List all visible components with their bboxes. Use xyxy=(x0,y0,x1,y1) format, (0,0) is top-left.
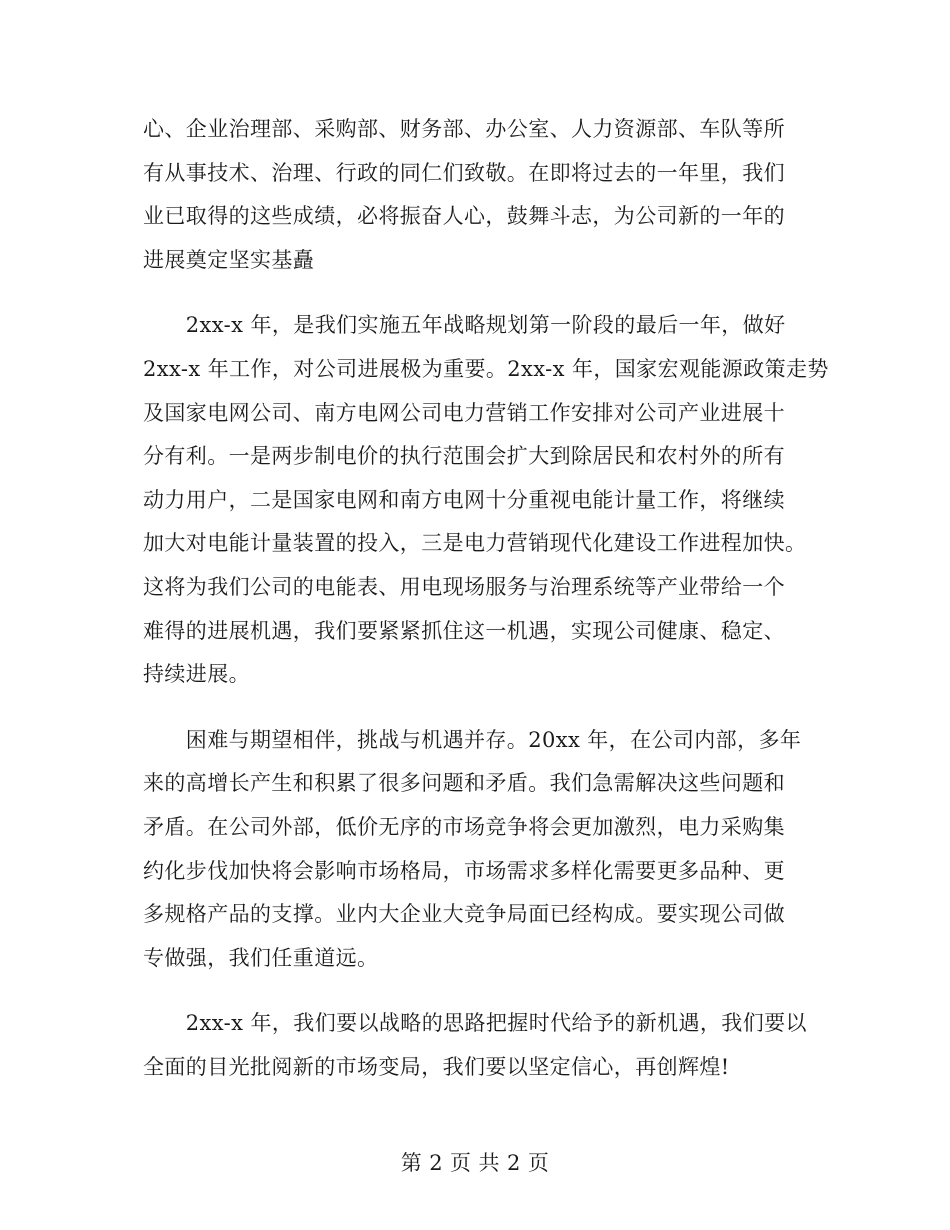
text-line: 这将为我们公司的电能表、用电现场服务与治理系统等产业带给一个 xyxy=(143,574,785,599)
text-line: 进展奠定坚实基矗 xyxy=(143,247,315,272)
text-line: 2xx-x 年，是我们实施五年战略规划第一阶段的最后一年，做好 xyxy=(143,313,786,338)
paragraph-1 xyxy=(143,108,815,282)
document-body xyxy=(143,108,829,1111)
text-line: 有从事技术、治理、行政的同仁们致敬。在即将过去的一年里，我们 xyxy=(143,160,785,185)
page-footer: 第 2 页 共 2 页 xyxy=(400,1151,550,1175)
paragraph-4 xyxy=(143,1002,815,1089)
text-line: 2xx-x 年工作，对公司进展极为重要。2xx-x 年，国家宏观能源政策走势 xyxy=(143,356,829,381)
text-line: 困难与期望相伴，挑战与机遇并存。20xx 年，在公司内部，多年 xyxy=(143,727,802,752)
text-line: 难得的进展机遇，我们要紧紧抓住这一机遇，实现公司健康、稳定、 xyxy=(143,618,785,643)
text-line: 分有利。一是两步制电价的执行范围会扩大到除居民和农村外的所有 xyxy=(143,444,785,469)
text-line: 多规格产品的支撑。业内大企业大竞争局面已经构成。要实现公司做 xyxy=(143,902,785,927)
paragraph-3 xyxy=(143,719,815,981)
text-line: 加大对电能计量装置的投入，三是电力营销现代化建设工作进程加快。 xyxy=(143,531,807,556)
text-line: 心、企业治理部、采购部、财务部、办公室、人力资源部、车队等所 xyxy=(143,117,785,141)
text-line: 约化步伐加快将会影响市场格局，市场需求多样化需要更多品种、更 xyxy=(143,858,785,883)
text-line: 专做强，我们任重道远。 xyxy=(143,945,379,970)
text-line: 持续进展。 xyxy=(143,662,250,687)
text-line: 矛盾。在公司外部，低价无序的市场竞争将会更加激烈，电力采购集 xyxy=(143,814,785,839)
text-line: 及国家电网公司、南方电网公司电力营销工作安排对公司产业进展十 xyxy=(143,400,785,425)
paragraph-2 xyxy=(143,304,829,696)
text-line: 动力用户，二是国家电网和南方电网十分重视电能计量工作，将继续 xyxy=(143,487,785,512)
text-line: 来的高增长产生和积累了很多问题和矛盾。我们急需解决这些问题和 xyxy=(143,771,785,796)
text-line: 业已取得的这些成绩，必将振奋人心，鼓舞斗志，为公司新的一年的 xyxy=(143,204,785,229)
text-line: 全面的目光批阅新的市场变局，我们要以坚定信心，再创辉煌! xyxy=(143,1054,730,1079)
text-line: 2xx-x 年，我们要以战略的思路把握时代给予的新机遇，我们要以 xyxy=(143,1011,807,1036)
